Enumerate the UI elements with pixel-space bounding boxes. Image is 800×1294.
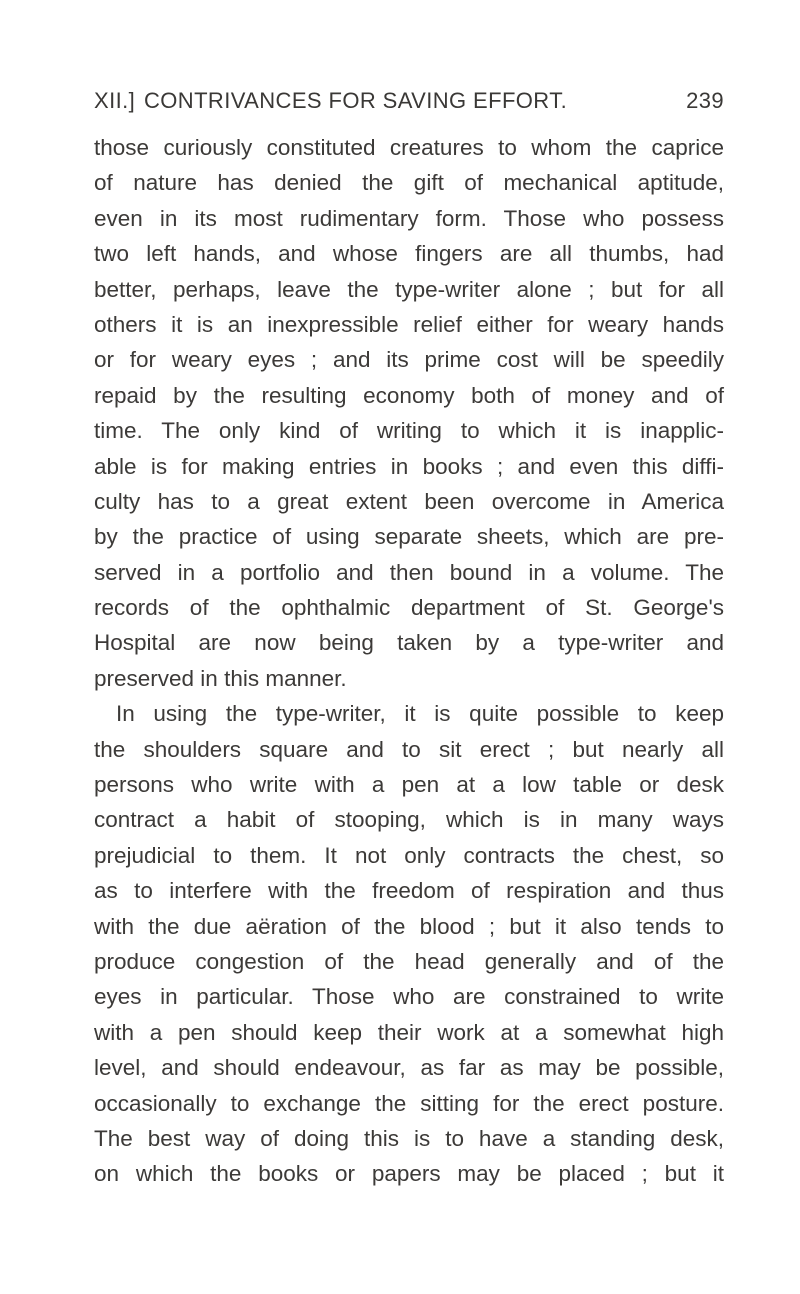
text-line: persons who write with a pen at a low table or desk — [94, 772, 724, 798]
text-line: Hospital are now being taken by a type-writer and — [94, 630, 724, 656]
paragraph-1 — [94, 130, 724, 696]
text-line: others it is an inexpressible relief either for weary hands — [94, 311, 724, 337]
text-line: by the practice of using separate sheets, which are pre- — [94, 524, 724, 550]
text-line: preserved in this manner. — [94, 665, 347, 691]
text-line: or for weary eyes ; and its prime cost will be speedily — [94, 347, 724, 373]
text-line: with the due aëration of the blood ; but it also tends to — [94, 913, 724, 939]
text-line: occasionally to exchange the sitting for the erect posture. — [94, 1090, 724, 1116]
text-line: The best way of doing this is to have a standing desk, — [94, 1125, 724, 1151]
text-line: repaid by the resulting economy both of money and of — [94, 382, 724, 408]
text-line: better, perhaps, leave the type-writer alone ; but for all — [94, 276, 724, 302]
text-line: level, and should endeavour, as far as may be possible, — [94, 1055, 724, 1081]
body-text — [94, 130, 724, 1192]
text-line: able is for making entries in books ; and even this diffi- — [94, 453, 724, 479]
text-line: the shoulders square and to sit erect ; but nearly all — [94, 736, 724, 762]
page-number: 239 — [686, 88, 724, 113]
text-line: contract a habit of stooping, which is in many ways — [94, 807, 724, 833]
text-line: two left hands, and whose fingers are all thumbs, had — [94, 241, 724, 267]
text-line: culty has to a great extent been overcome in America — [94, 488, 724, 514]
running-head — [94, 88, 724, 118]
text-line: In using the type-writer, it is quite possible to keep — [116, 701, 724, 727]
text-line: served in a portfolio and then bound in a volume. The — [94, 559, 724, 585]
text-line: even in its most rudimentary form. Those who possess — [94, 205, 724, 231]
text-line: on which the books or papers may be placed ; but it — [94, 1161, 724, 1187]
text-line: eyes in particular. Those who are constrained to write — [94, 984, 724, 1010]
text-line: records of the ophthalmic department of St. George's — [94, 595, 724, 621]
chapter-title: CONTRIVANCES FOR SAVING EFFORT. — [144, 88, 568, 113]
text-line: prejudicial to them. It not only contracts the chest, so — [94, 842, 724, 868]
chapter-number: XII.] — [94, 88, 136, 113]
text-line: with a pen should keep their work at a somewhat high — [94, 1019, 724, 1045]
text-line: of nature has denied the gift of mechanical aptitude, — [94, 170, 724, 196]
text-line: as to interfere with the freedom of respiration and thus — [94, 878, 724, 904]
text-line: those curiously constituted creatures to whom the caprice — [94, 135, 724, 160]
paragraph-2 — [94, 696, 724, 1191]
text-line: time. The only kind of writing to which it is inapplic- — [94, 418, 724, 444]
text-line: produce congestion of the head generally and of the — [94, 948, 724, 974]
